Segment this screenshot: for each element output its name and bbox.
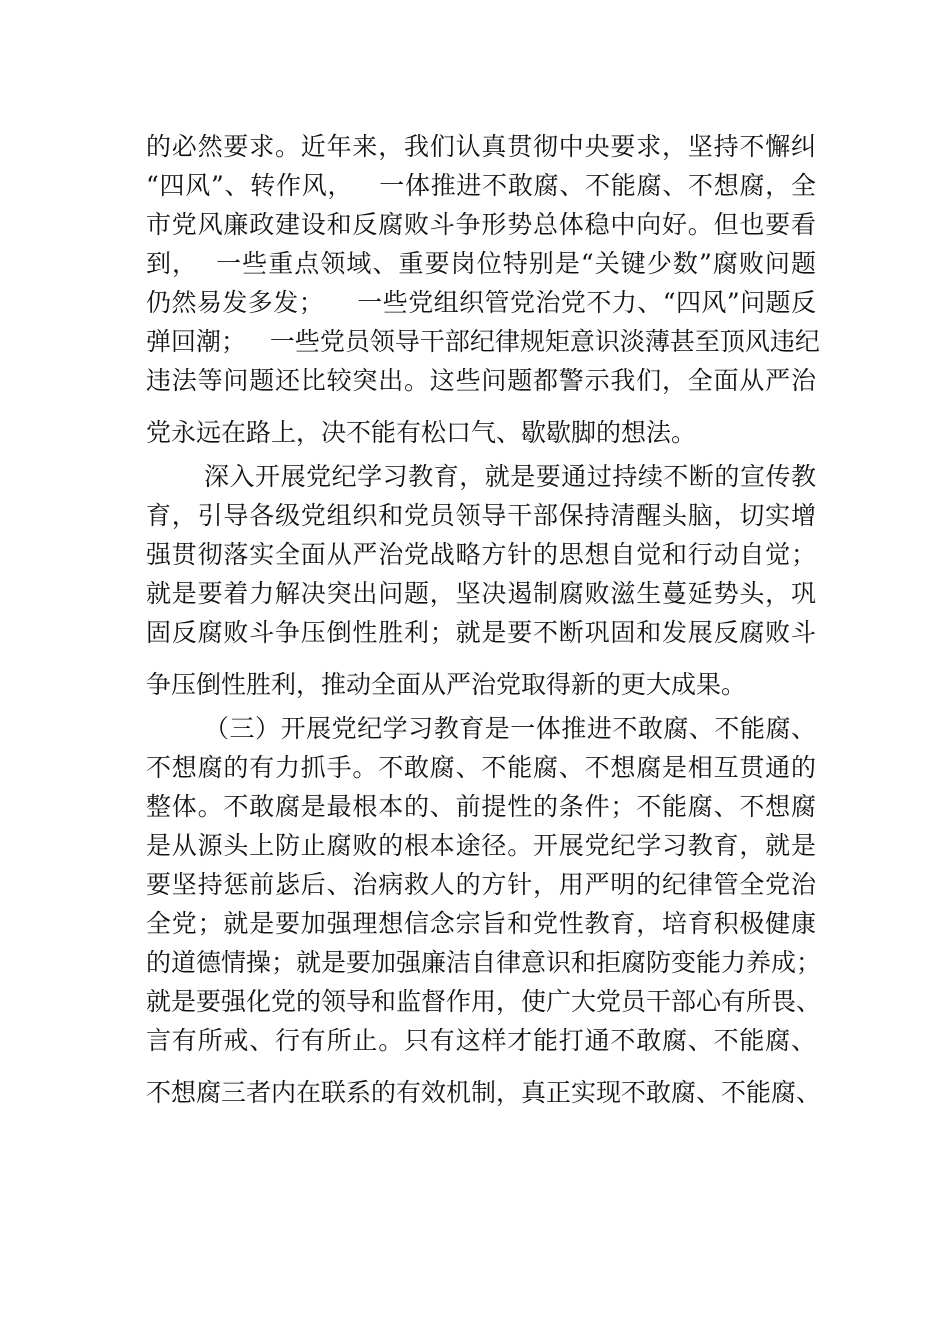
text-line: 不想腐的有力抓手。不敢腐、不能腐、不想腐是相互贯通的 xyxy=(146,753,816,782)
text-line: 强贯彻落实全面从严治党战略方针的思想自觉和行动自觉； xyxy=(146,540,816,569)
text-line: 仍然易发多发； 一些党组织管党治党不力、“四风”问题反 xyxy=(146,288,816,317)
text-line: 深入开展党纪学习教育，就是要通过持续不断的宣传教 xyxy=(204,462,816,491)
text-line: 是从源头上防止腐败的根本途径。开展党纪学习教育，就是 xyxy=(146,831,816,860)
text-line: 弹回潮； 一些党员领导干部纪律规矩意识淡薄甚至顶风违纪 xyxy=(146,327,820,356)
text-line: 市党风廉政建设和反腐败斗争形势总体稳中向好。但也要看 xyxy=(146,210,816,239)
text-line: 党永远在路上，决不能有松口气、歇歇脚的想法。 xyxy=(146,418,697,447)
text-line: （三）开展党纪学习教育是一体推进不敢腐、不能腐、 xyxy=(204,714,816,743)
text-line: “四风”、转作风， 一体推进不敢腐、不能腐、不想腐，全 xyxy=(146,171,816,200)
text-line: 言有所戒、行有所止。只有这样才能打通不敢腐、不能腐、 xyxy=(146,1026,816,1055)
text-line: 要坚持惩前毖后、治病救人的方针，用严明的纪律管全党治 xyxy=(146,870,816,899)
paragraph-1 xyxy=(146,127,820,452)
text-line: 的必然要求。近年来，我们认真贯彻中央要求，坚持不懈纠 xyxy=(146,132,816,161)
text-line: 全党；就是要加强理想信念宗旨和党性教育，培育积极健康 xyxy=(146,909,816,938)
text-line: 固反腐败斗争压倒性胜利；就是要不断巩固和发展反腐败斗 xyxy=(146,618,816,647)
paragraph-2 xyxy=(146,457,816,704)
text-line: 整体。不敢腐是最根本的、前提性的条件；不能腐、不想腐 xyxy=(146,792,816,821)
text-line: 就是要着力解决突出问题，坚决遏制腐败滋生蔓延势头，巩 xyxy=(146,579,816,608)
text-line: 不想腐三者内在联系的有效机制，真正实现不敢腐、不能腐、 xyxy=(146,1078,822,1107)
text-line: 到， 一些重点领域、重要岗位特别是“关键少数”腐败问题 xyxy=(146,249,816,278)
text-line: 违法等问题还比较突出。这些问题都警示我们，全面从严治 xyxy=(146,366,816,395)
paragraph-3 xyxy=(146,709,822,1112)
text-line: 的道德情操；就是要加强廉洁自律意识和拒腐防变能力养成； xyxy=(146,948,822,977)
text-line: 争压倒性胜利，推动全面从严治党取得新的更大成果。 xyxy=(146,670,747,699)
text-line: 就是要强化党的领导和监督作用，使广大党员干部心有所畏、 xyxy=(146,987,822,1016)
text-line: 育，引导各级党组织和党员领导干部保持清醒头脑，切实增 xyxy=(146,501,816,530)
